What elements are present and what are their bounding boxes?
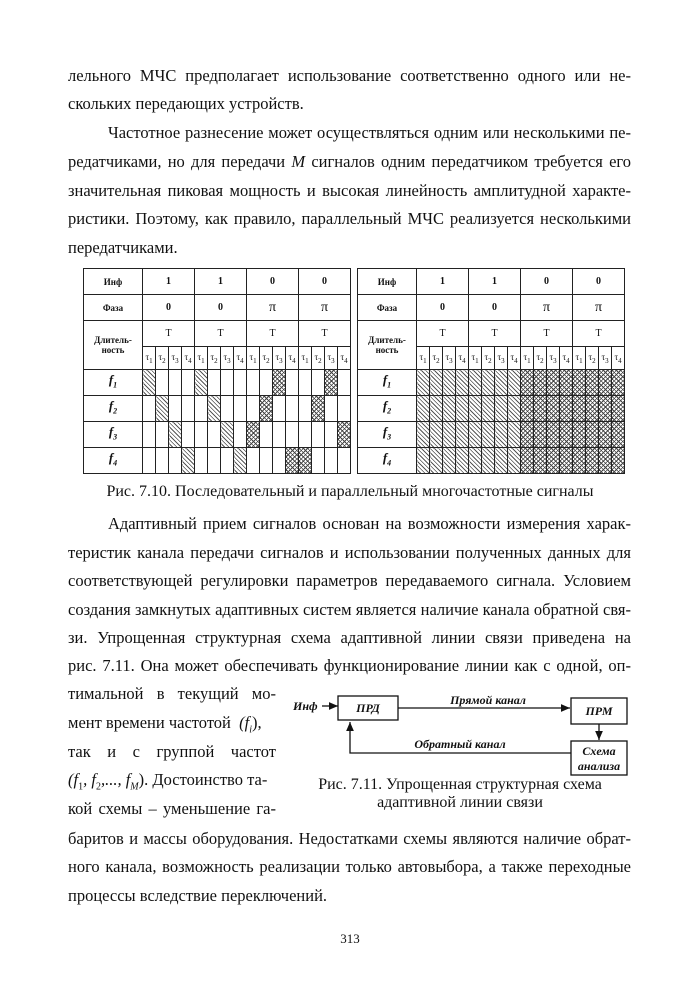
hatched-cell xyxy=(482,448,495,474)
frequency-row xyxy=(84,370,351,396)
input-label: Инф xyxy=(293,699,318,713)
text-line: кой схемы – уменьшение га- xyxy=(68,799,276,818)
empty-cell xyxy=(208,422,221,448)
tau-label: $\tau_2$ xyxy=(156,347,169,370)
hatched-cell xyxy=(417,422,430,448)
hatched-cell xyxy=(495,448,508,474)
hatched-cell xyxy=(456,370,469,396)
empty-cell xyxy=(260,422,273,448)
text-fragment: редатчиками, но для передачи xyxy=(68,152,286,171)
empty-cell xyxy=(208,448,221,474)
crosshatched-cell xyxy=(547,370,560,396)
crosshatched-cell xyxy=(312,396,325,422)
empty-cell xyxy=(325,396,338,422)
math-symbol: M xyxy=(291,152,306,171)
info-label: Инф xyxy=(84,269,143,295)
text-line: Частотное разнесение может осуществляться одним или несколькими пе- xyxy=(108,123,631,142)
empty-cell xyxy=(182,422,195,448)
text-fragment: ). Достоинство та- xyxy=(138,770,268,789)
frequency-label: $f_4$ xyxy=(358,448,417,474)
empty-cell xyxy=(338,448,351,474)
text-line: лельного МЧС предполагает использование соответственно одного или не- xyxy=(68,66,631,85)
info-value: 0 xyxy=(247,269,299,295)
hatched-cell xyxy=(482,422,495,448)
figure-7-11-caption-2: адаптивной линии связи xyxy=(377,794,543,811)
phase-row xyxy=(358,295,625,321)
crosshatched-cell xyxy=(573,370,586,396)
tau-label: $\tau_1$ xyxy=(299,347,312,370)
empty-cell xyxy=(325,448,338,474)
hatched-cell xyxy=(143,370,156,396)
tau-label: $\tau_1$ xyxy=(195,347,208,370)
crosshatched-cell xyxy=(573,448,586,474)
hatched-cell xyxy=(443,448,456,474)
phase-value: 0 xyxy=(469,295,521,321)
text-line: соответствующей регулировки параметров передаваемого сигнала. Условием xyxy=(68,571,631,590)
empty-cell xyxy=(195,396,208,422)
crosshatched-cell xyxy=(547,396,560,422)
forward-channel-label: Прямой канал xyxy=(450,693,526,707)
frequency-row xyxy=(358,422,625,448)
frequency-row xyxy=(358,396,625,422)
phase-value: π xyxy=(247,295,299,321)
hatched-cell xyxy=(221,422,234,448)
hatched-cell xyxy=(156,396,169,422)
frequency-row xyxy=(84,422,351,448)
empty-cell xyxy=(247,396,260,422)
duration-row xyxy=(358,321,625,347)
crosshatched-cell xyxy=(599,422,612,448)
info-row xyxy=(84,269,351,295)
tau-label: $\tau_2$ xyxy=(534,347,547,370)
tau-label: $\tau_3$ xyxy=(325,347,338,370)
duration-value: T xyxy=(521,321,573,347)
hatched-cell xyxy=(169,422,182,448)
crosshatched-cell xyxy=(534,448,547,474)
empty-cell xyxy=(169,448,182,474)
frequency-label: $f_4$ xyxy=(84,448,143,474)
empty-cell xyxy=(221,370,234,396)
hatched-cell xyxy=(417,448,430,474)
crosshatched-cell xyxy=(560,422,573,448)
empty-cell xyxy=(312,422,325,448)
empty-cell xyxy=(247,370,260,396)
text-line: скольких передающих устройств. xyxy=(68,94,304,113)
empty-cell xyxy=(234,422,247,448)
hatched-cell xyxy=(430,422,443,448)
text-line xyxy=(68,713,276,740)
empty-cell xyxy=(156,422,169,448)
figure-7-10-caption: Рис. 7.10. Последовательный и параллельный многочастотные сигналы xyxy=(106,483,594,500)
hatched-cell xyxy=(195,370,208,396)
empty-cell xyxy=(195,448,208,474)
hatched-cell xyxy=(234,448,247,474)
hatched-cell xyxy=(430,370,443,396)
hatched-cell xyxy=(443,370,456,396)
empty-cell xyxy=(338,370,351,396)
duration-label: Длитель-ность xyxy=(84,321,143,370)
tau-label: $\tau_1$ xyxy=(469,347,482,370)
math-subscript: M xyxy=(130,781,139,793)
frequency-label: $f_3$ xyxy=(84,422,143,448)
crosshatched-cell xyxy=(560,396,573,422)
empty-cell xyxy=(299,422,312,448)
adaptive-link-diagram xyxy=(290,690,635,780)
duration-value: T xyxy=(195,321,247,347)
crosshatched-cell xyxy=(560,448,573,474)
duration-value: T xyxy=(417,321,469,347)
tau-label: $\tau_2$ xyxy=(586,347,599,370)
hatched-cell xyxy=(495,396,508,422)
tau-label: $\tau_3$ xyxy=(221,347,234,370)
empty-cell xyxy=(286,396,299,422)
empty-cell xyxy=(234,396,247,422)
phase-label: Фаза xyxy=(358,295,417,321)
hatched-cell xyxy=(417,370,430,396)
frequency-row xyxy=(358,448,625,474)
empty-cell xyxy=(286,422,299,448)
hatched-cell xyxy=(508,396,521,422)
duration-value: T xyxy=(143,321,195,347)
hatched-cell xyxy=(482,396,495,422)
info-value: 0 xyxy=(521,269,573,295)
crosshatched-cell xyxy=(299,448,312,474)
math-symbol: , f xyxy=(83,770,96,789)
crosshatched-cell xyxy=(325,370,338,396)
empty-cell xyxy=(273,396,286,422)
duration-row xyxy=(84,321,351,347)
hatched-cell xyxy=(430,448,443,474)
tau-label: $\tau_3$ xyxy=(273,347,286,370)
crosshatched-cell xyxy=(599,396,612,422)
crosshatched-cell xyxy=(599,370,612,396)
empty-cell xyxy=(312,370,325,396)
tau-label: $\tau_4$ xyxy=(182,347,195,370)
math-symbol: (f xyxy=(68,770,79,789)
frequency-label: $f_1$ xyxy=(84,370,143,396)
hatched-cell xyxy=(469,370,482,396)
hatched-cell xyxy=(508,422,521,448)
text-line: ного канала, возможность реализации только автовыбора, а также переходные xyxy=(68,857,631,876)
crosshatched-cell xyxy=(273,370,286,396)
empty-cell xyxy=(325,422,338,448)
phase-row xyxy=(84,295,351,321)
tau-label: $\tau_2$ xyxy=(312,347,325,370)
crosshatched-cell xyxy=(586,448,599,474)
crosshatched-cell xyxy=(599,448,612,474)
crosshatched-cell xyxy=(586,422,599,448)
text-fragment: ), xyxy=(252,713,262,732)
duration-label: Длитель-ность xyxy=(358,321,417,370)
crosshatched-cell xyxy=(612,448,625,474)
crosshatched-cell xyxy=(534,422,547,448)
tau-label: $\tau_3$ xyxy=(547,347,560,370)
empty-cell xyxy=(143,422,156,448)
text-fragment: мент времени частотой xyxy=(68,713,231,732)
tau-label: $\tau_4$ xyxy=(286,347,299,370)
text-fragment: сигналов одним передатчиком требуется его xyxy=(311,152,632,171)
empty-cell xyxy=(195,422,208,448)
empty-cell xyxy=(260,448,273,474)
crosshatched-cell xyxy=(534,370,547,396)
text-line xyxy=(68,152,631,172)
figure-7-11-caption-1: Рис. 7.11. Упрощенная структурная схема xyxy=(318,776,602,793)
phase-value: π xyxy=(521,295,573,321)
frequency-label: $f_2$ xyxy=(84,396,143,422)
crosshatched-cell xyxy=(338,422,351,448)
text-line: теристик канала передачи сигналов и использовании полученных данных для xyxy=(68,543,631,562)
text-line: процессы вследствие переключений. xyxy=(68,886,328,905)
tau-label: $\tau_2$ xyxy=(430,347,443,370)
tau-label: $\tau_1$ xyxy=(521,347,534,370)
frequency-label: $f_1$ xyxy=(358,370,417,396)
tau-label: $\tau_3$ xyxy=(495,347,508,370)
tau-label: $\tau_4$ xyxy=(234,347,247,370)
crosshatched-cell xyxy=(586,396,599,422)
empty-cell xyxy=(273,448,286,474)
tau-label: $\tau_3$ xyxy=(443,347,456,370)
empty-cell xyxy=(169,370,182,396)
phase-label: Фаза xyxy=(84,295,143,321)
tau-label: $\tau_1$ xyxy=(247,347,260,370)
hatched-cell xyxy=(456,396,469,422)
page-number: 313 xyxy=(340,931,360,946)
text-line: Адаптивный прием сигналов основан на возможности измерения харак- xyxy=(108,514,631,533)
hatched-cell xyxy=(508,370,521,396)
empty-cell xyxy=(143,448,156,474)
duration-value: T xyxy=(573,321,625,347)
tau-label: $\tau_1$ xyxy=(143,347,156,370)
frequency-label: $f_2$ xyxy=(358,396,417,422)
crosshatched-cell xyxy=(247,422,260,448)
hatched-cell xyxy=(482,370,495,396)
text-line: значительная пиковая мощность и высокая линейность амплитудной характе- xyxy=(68,181,631,200)
sequential-signal-table xyxy=(83,268,351,474)
phase-value: π xyxy=(573,295,625,321)
crosshatched-cell xyxy=(521,448,534,474)
info-value: 1 xyxy=(469,269,521,295)
empty-cell xyxy=(286,370,299,396)
text-line: рис. 7.11. Она может обеспечивать функционирование линии как с одной, оп- xyxy=(68,656,631,675)
crosshatched-cell xyxy=(573,396,586,422)
text-line: зи. Упрощенная структурная схема адаптивной линии связи приведена на xyxy=(68,628,631,647)
empty-cell xyxy=(299,370,312,396)
text-line: ристики. Поэтому, как правило, параллельный МЧС реализуется несколькими xyxy=(68,209,631,228)
hatched-cell xyxy=(469,422,482,448)
frequency-row xyxy=(84,396,351,422)
parallel-signal-table xyxy=(357,268,625,474)
empty-cell xyxy=(156,370,169,396)
hatched-cell xyxy=(417,396,430,422)
duration-value: T xyxy=(247,321,299,347)
hatched-cell xyxy=(456,448,469,474)
empty-cell xyxy=(156,448,169,474)
phase-value: 0 xyxy=(143,295,195,321)
hatched-cell xyxy=(182,448,195,474)
math-symbol: (f xyxy=(239,713,250,732)
hatched-cell xyxy=(443,422,456,448)
crosshatched-cell xyxy=(547,448,560,474)
hatched-cell xyxy=(495,370,508,396)
text-line: баритов и массы оборудования. Недостатками схемы являются наличие обрат- xyxy=(68,829,631,848)
text-line: передатчиками. xyxy=(68,238,178,257)
empty-cell xyxy=(260,370,273,396)
info-value: 0 xyxy=(573,269,625,295)
crosshatched-cell xyxy=(286,448,299,474)
hatched-cell xyxy=(208,396,221,422)
empty-cell xyxy=(234,370,247,396)
info-value: 1 xyxy=(417,269,469,295)
tau-label: $\tau_2$ xyxy=(208,347,221,370)
hatched-cell xyxy=(469,396,482,422)
hatched-cell xyxy=(443,396,456,422)
tau-label: $\tau_4$ xyxy=(508,347,521,370)
empty-cell xyxy=(247,448,260,474)
crosshatched-cell xyxy=(521,396,534,422)
math-subscript: 1 xyxy=(78,781,84,793)
crosshatched-cell xyxy=(612,396,625,422)
return-channel-label: Обратный канал xyxy=(414,737,506,751)
tau-label: $\tau_4$ xyxy=(338,347,351,370)
text-line xyxy=(68,770,276,797)
crosshatched-cell xyxy=(521,422,534,448)
duration-value: T xyxy=(299,321,351,347)
tau-label: $\tau_4$ xyxy=(560,347,573,370)
tau-label: $\tau_2$ xyxy=(482,347,495,370)
rx-block-label: ПРМ xyxy=(585,704,613,718)
hatched-cell xyxy=(508,448,521,474)
info-label: Инф xyxy=(358,269,417,295)
math-subscript: 2 xyxy=(95,781,101,793)
crosshatched-cell xyxy=(547,422,560,448)
tau-label: $\tau_4$ xyxy=(612,347,625,370)
info-value: 1 xyxy=(195,269,247,295)
tau-label: $\tau_1$ xyxy=(417,347,430,370)
duration-value: T xyxy=(469,321,521,347)
phase-value: 0 xyxy=(417,295,469,321)
tx-block-label: ПРД xyxy=(356,701,380,715)
empty-cell xyxy=(143,396,156,422)
empty-cell xyxy=(299,396,312,422)
tau-label: $\tau_3$ xyxy=(599,347,612,370)
info-row xyxy=(358,269,625,295)
frequency-row xyxy=(358,370,625,396)
empty-cell xyxy=(221,396,234,422)
hatched-cell xyxy=(495,422,508,448)
crosshatched-cell xyxy=(560,370,573,396)
info-value: 0 xyxy=(299,269,351,295)
crosshatched-cell xyxy=(521,370,534,396)
crosshatched-cell xyxy=(573,422,586,448)
text-line: создания замкнутых адаптивных систем является наличие канала обратной свя- xyxy=(68,600,631,619)
tau-label: $\tau_2$ xyxy=(260,347,273,370)
math-symbol: ,..., f xyxy=(100,770,131,789)
tau-label: $\tau_1$ xyxy=(573,347,586,370)
frequency-row xyxy=(84,448,351,474)
empty-cell xyxy=(312,448,325,474)
math-subscript: i xyxy=(249,724,253,736)
phase-value: π xyxy=(299,295,351,321)
crosshatched-cell xyxy=(534,396,547,422)
empty-cell xyxy=(338,396,351,422)
crosshatched-cell xyxy=(586,370,599,396)
empty-cell xyxy=(182,370,195,396)
hatched-cell xyxy=(430,396,443,422)
analysis-block-label-1: Схема xyxy=(582,744,616,758)
crosshatched-cell xyxy=(612,370,625,396)
info-value: 1 xyxy=(143,269,195,295)
empty-cell xyxy=(169,396,182,422)
text-line: тимальной в текущий мо- xyxy=(68,684,276,703)
empty-cell xyxy=(182,396,195,422)
empty-cell xyxy=(221,448,234,474)
tau-label: $\tau_4$ xyxy=(456,347,469,370)
analysis-block-label-2: анализа xyxy=(577,759,621,773)
empty-cell xyxy=(208,370,221,396)
crosshatched-cell xyxy=(260,396,273,422)
phase-value: 0 xyxy=(195,295,247,321)
tau-label: $\tau_3$ xyxy=(169,347,182,370)
hatched-cell xyxy=(456,422,469,448)
crosshatched-cell xyxy=(612,422,625,448)
hatched-cell xyxy=(469,448,482,474)
text-line: так и с группой частот xyxy=(68,742,276,761)
frequency-label: $f_3$ xyxy=(358,422,417,448)
empty-cell xyxy=(273,422,286,448)
